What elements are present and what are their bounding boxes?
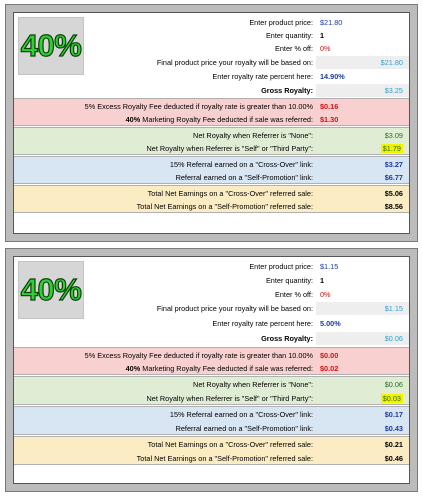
calculator-panel-1 bbox=[5, 4, 418, 242]
logo-text: 40% bbox=[20, 28, 82, 63]
label-net-self: Net Royalty when Referrer is "Self" or "Third Party": bbox=[146, 394, 313, 403]
input-percent-off[interactable]: 0% bbox=[320, 290, 331, 299]
calculator-sheet bbox=[13, 256, 410, 484]
value-marketing-fee: $1.30 bbox=[320, 115, 339, 124]
value-gross-royalty: $0.06 bbox=[384, 334, 403, 343]
marketing-fee-text: Marketing Royalty Fee deducted if sale was referred: bbox=[140, 364, 313, 373]
row-royalty-rate bbox=[14, 317, 409, 330]
net-royalty-band bbox=[14, 376, 409, 405]
row-total-crossover bbox=[14, 438, 409, 451]
row-gross-royalty bbox=[14, 332, 409, 345]
row-crossover-referral bbox=[14, 158, 409, 171]
fees-band bbox=[14, 347, 409, 375]
label-product-price: Enter product price: bbox=[249, 262, 313, 271]
value-total-selfpromo: $8.56 bbox=[384, 202, 403, 211]
value-total-crossover: $0.21 bbox=[384, 440, 403, 449]
row-net-self bbox=[14, 142, 409, 155]
row-marketing-fee bbox=[14, 113, 409, 126]
row-total-selfpromo bbox=[14, 452, 409, 465]
row-gross-royalty bbox=[14, 84, 409, 97]
label-final-price: Final product price your royalty will be based on: bbox=[156, 58, 313, 67]
label-crossover-referral: 15% Referral earned on a "Cross-Over" link: bbox=[169, 160, 313, 169]
fees-band bbox=[14, 98, 409, 126]
net-royalty-band bbox=[14, 127, 409, 155]
row-total-selfpromo bbox=[14, 200, 409, 213]
row-royalty-rate bbox=[14, 70, 409, 83]
marketing-fee-percent: 40% bbox=[125, 364, 141, 373]
row-crossover-referral bbox=[14, 408, 409, 421]
label-excess-fee: 5% Excess Royalty Fee deducted if royalty rate is greater than 10.00% bbox=[84, 351, 313, 360]
label-final-price: Final product price your royalty will be based on: bbox=[156, 304, 313, 313]
row-quantity bbox=[14, 274, 409, 287]
totals-band bbox=[14, 185, 409, 213]
value-excess-fee: $0.00 bbox=[320, 351, 339, 360]
label-quantity: Enter quantity: bbox=[265, 31, 313, 40]
label-marketing-fee bbox=[126, 115, 313, 124]
value-total-crossover: $5.06 bbox=[384, 189, 403, 198]
value-total-selfpromo: $0.46 bbox=[384, 454, 403, 463]
row-percent-off bbox=[14, 42, 409, 55]
input-royalty-rate[interactable]: 5.00% bbox=[320, 319, 341, 328]
label-product-price: Enter product price: bbox=[249, 18, 313, 27]
value-net-none: $0.06 bbox=[384, 380, 403, 389]
value-crossover-referral: $3.27 bbox=[384, 160, 403, 169]
label-royalty-rate: Enter royalty rate percent here: bbox=[212, 319, 313, 328]
label-percent-off: Enter % off: bbox=[275, 44, 313, 53]
logo-text: 40% bbox=[20, 272, 82, 307]
input-royalty-rate[interactable]: 14.90% bbox=[320, 72, 345, 81]
value-excess-fee: $0.16 bbox=[320, 102, 339, 111]
label-net-self: Net Royalty when Referrer is "Self" or "Third Party": bbox=[146, 144, 313, 153]
value-marketing-fee: $0.02 bbox=[320, 364, 339, 373]
calculator-panel-2 bbox=[5, 248, 418, 492]
value-net-none: $3.09 bbox=[384, 131, 403, 140]
row-product-price bbox=[14, 16, 409, 29]
value-net-self: $0.03 bbox=[382, 394, 401, 403]
row-quantity bbox=[14, 29, 409, 42]
input-percent-off[interactable]: 0% bbox=[320, 44, 331, 53]
label-total-crossover: Total Net Earnings on a "Cross-Over" referred sale: bbox=[147, 189, 313, 198]
input-product-price[interactable]: $21.80 bbox=[320, 18, 343, 27]
row-net-self bbox=[14, 392, 409, 405]
label-net-none: Net Royalty when Referrer is "None": bbox=[193, 380, 313, 389]
referral-band bbox=[14, 406, 409, 435]
row-excess-fee bbox=[14, 349, 409, 362]
input-quantity[interactable]: 1 bbox=[320, 276, 325, 285]
row-total-crossover bbox=[14, 187, 409, 200]
row-final-price bbox=[14, 302, 409, 315]
label-quantity: Enter quantity: bbox=[265, 276, 313, 285]
value-crossover-referral: $0.17 bbox=[384, 410, 403, 419]
row-selfpromo-referral bbox=[14, 422, 409, 435]
marketing-fee-text: Marketing Royalty Fee deducted if sale was referred: bbox=[140, 115, 313, 124]
label-percent-off: Enter % off: bbox=[275, 290, 313, 299]
value-final-price: $1.15 bbox=[384, 304, 403, 313]
label-royalty-rate: Enter royalty rate percent here: bbox=[212, 72, 313, 81]
value-final-price: $21.80 bbox=[380, 58, 403, 67]
label-total-selfpromo: Total Net Earnings on a "Self-Promotion" referred sale: bbox=[136, 202, 313, 211]
value-gross-royalty: $3.25 bbox=[384, 86, 403, 95]
label-marketing-fee bbox=[126, 364, 313, 373]
value-net-self: $1.79 bbox=[382, 144, 401, 153]
label-total-selfpromo: Total Net Earnings on a "Self-Promotion" referred sale: bbox=[136, 454, 313, 463]
totals-band bbox=[14, 436, 409, 465]
label-gross-royalty: Gross Royalty: bbox=[261, 86, 313, 95]
row-excess-fee bbox=[14, 100, 409, 113]
label-net-none: Net Royalty when Referrer is "None": bbox=[193, 131, 313, 140]
label-selfpromo-referral: Referral earned on a "Self-Promotion" link: bbox=[175, 424, 313, 433]
row-selfpromo-referral bbox=[14, 171, 409, 184]
label-crossover-referral: 15% Referral earned on a "Cross-Over" link: bbox=[169, 410, 313, 419]
row-net-none bbox=[14, 129, 409, 142]
referral-band bbox=[14, 156, 409, 184]
calculator-sheet bbox=[13, 12, 410, 234]
row-marketing-fee bbox=[14, 362, 409, 375]
value-selfpromo-referral: $6.77 bbox=[384, 173, 403, 182]
label-total-crossover: Total Net Earnings on a "Cross-Over" referred sale: bbox=[147, 440, 313, 449]
row-product-price bbox=[14, 260, 409, 273]
row-final-price bbox=[14, 56, 409, 69]
label-excess-fee: 5% Excess Royalty Fee deducted if royalty rate is greater than 10.00% bbox=[84, 102, 313, 111]
row-percent-off bbox=[14, 288, 409, 301]
label-gross-royalty: Gross Royalty: bbox=[261, 334, 313, 343]
value-selfpromo-referral: $0.43 bbox=[384, 424, 403, 433]
input-quantity[interactable]: 1 bbox=[320, 31, 325, 40]
input-product-price[interactable]: $1.15 bbox=[320, 262, 339, 271]
label-selfpromo-referral: Referral earned on a "Self-Promotion" link: bbox=[175, 173, 313, 182]
marketing-fee-percent: 40% bbox=[125, 115, 141, 124]
row-net-none bbox=[14, 378, 409, 391]
